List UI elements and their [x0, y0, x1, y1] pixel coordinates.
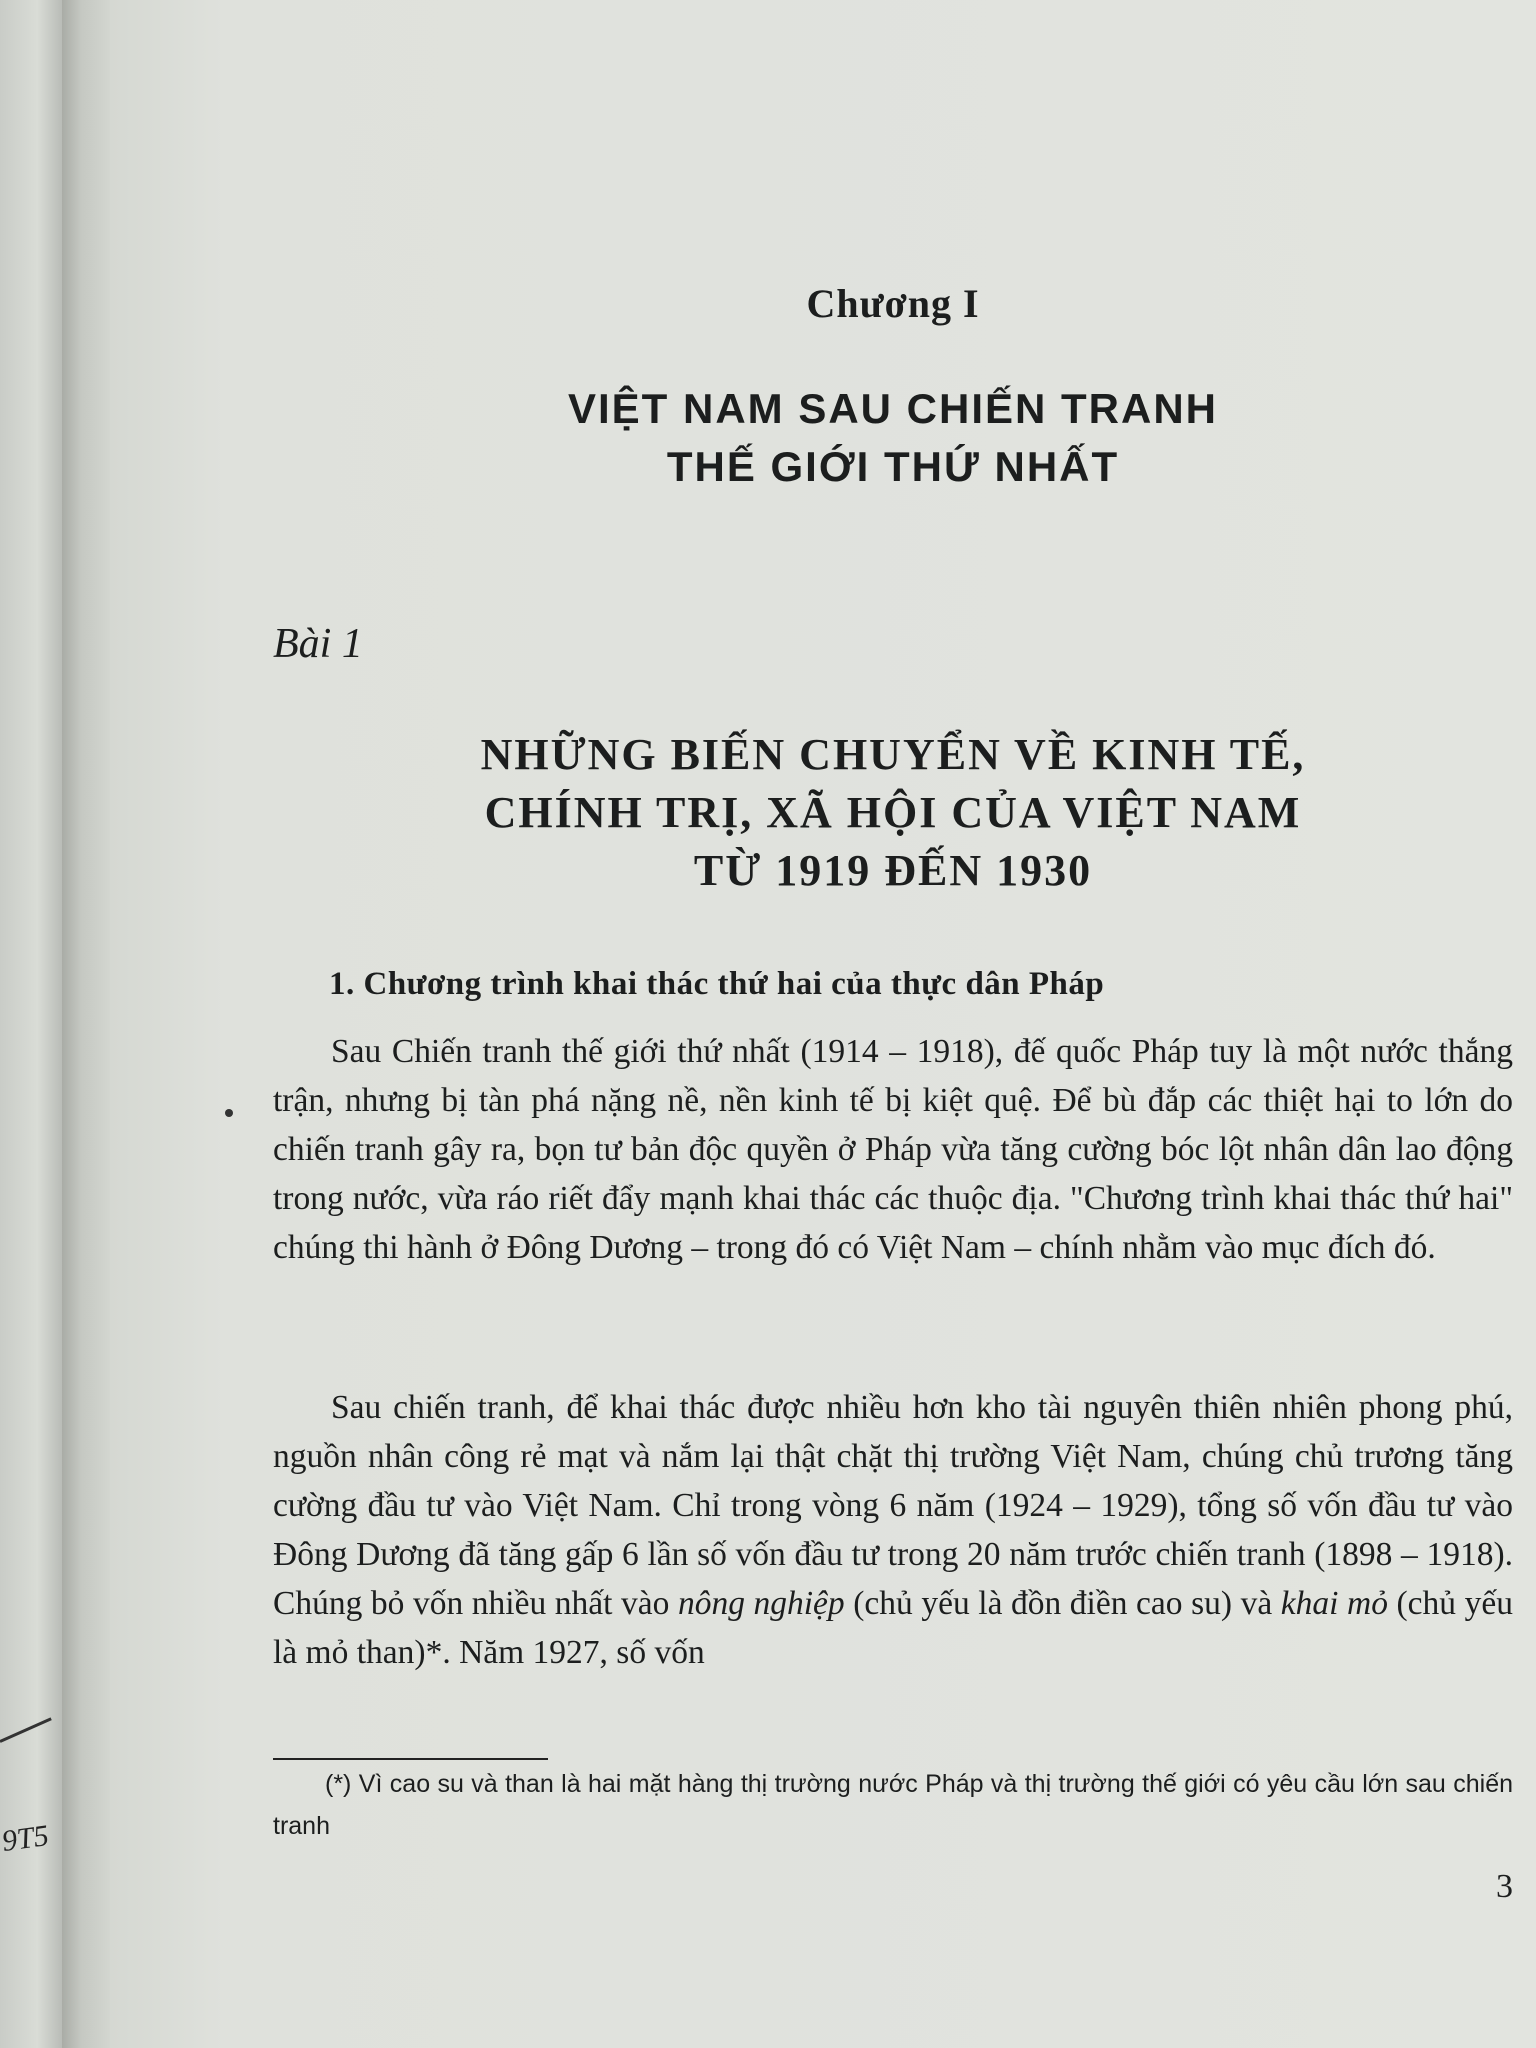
- book-page: [110, 0, 1536, 2048]
- section-heading: 1. Chương trình khai thác thứ hai của thực dân Pháp: [329, 966, 1105, 1002]
- lesson-label: Bài 1: [273, 621, 363, 667]
- previous-page-edge: [0, 0, 62, 2048]
- footnote-separator: [273, 1758, 548, 1760]
- book-gutter: [62, 0, 110, 2048]
- ink-spot: [225, 1109, 233, 1117]
- footnote: (*) Vì cao su và than là hai mặt hàng thị trường nước Pháp và thị trường thế giới có yêu cầu lớn sau chiến tranh: [273, 1770, 1513, 1840]
- chapter-label: Chương I: [806, 281, 980, 326]
- page-number: 3: [1496, 1868, 1513, 1905]
- emphasis-mining: khai mỏ: [1280, 1585, 1388, 1622]
- body-paragraph-1: Sau Chiến tranh thế giới thứ nhất (1914 – 1918), đế quốc Pháp tuy là một nước thắng trận, nhưng bị tàn phá nặng nề, nền kinh tế bị kiệt quệ. Để bù đắp các thiệt hại to lớn do chiến tranh gây ra, bọn tư bản độc quyền ở Pháp vừa tăng cường bóc lột nhân dân lao động trong nước, vừa ráo riết đẩy mạnh khai thác các thuộc địa. "Chương trình khai thác thứ hai" chúng thi hành ở Đông Dương – trong đó có Việt Nam – chính nhằm vào mục đích đó.: [273, 1033, 1513, 1266]
- emphasis-agriculture: nông nghiệp: [677, 1585, 845, 1622]
- body-paragraph-2: [273, 1383, 1513, 1677]
- paragraph-2-text-c: (chủ yếu là mỏ than)*. Năm 1927, số vốn: [273, 1585, 1513, 1671]
- paragraph-2-text-b: (chủ yếu là đồn điền cao su) và: [844, 1585, 1281, 1622]
- chapter-title: VIỆT NAM SAU CHIẾN TRANH THẾ GIỚI THỨ NHẤT: [567, 385, 1218, 490]
- lesson-title: NHỮNG BIẾN CHUYỂN VỀ KINH TẾ, CHÍNH TRỊ, XÃ HỘI CỦA VIỆT NAM TỪ 1919 ĐẾN 1930: [480, 730, 1306, 895]
- paragraph-2-text-a: Sau chiến tranh, để khai thác được nhiều hơn kho tài nguyên thiên nhiên phong phú, nguồn nhân công rẻ mạt và nắm lại thật chặt thị trường Việt Nam, chúng chủ trương tăng cường đầu tư vào Việt Nam. Chỉ trong vòng 6 năm (1924 – 1929), tổng số vốn đầu tư vào Đông Dương đã tăng gấp 6 lần số vốn đầu tư trong 20 năm trước chiến tranh (1898 – 1918). Chúng bỏ vốn nhiều nhất vào: [273, 1389, 1513, 1622]
- margin-handwritten-mark: 9T5: [0, 1818, 51, 1859]
